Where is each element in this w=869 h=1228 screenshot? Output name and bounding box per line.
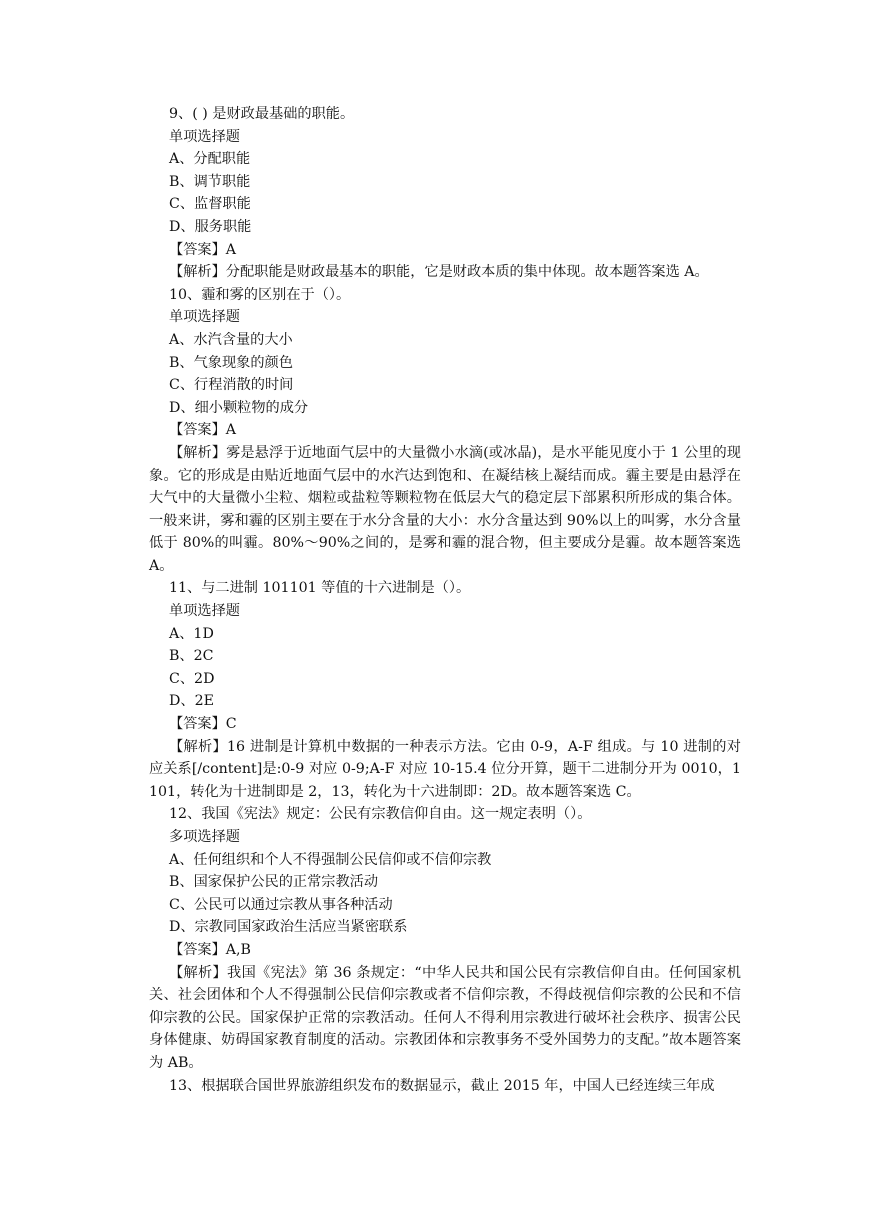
question-type: 单项选择题 bbox=[169, 603, 240, 620]
question-stem: 13、根据联合国世界旅游组织发布的数据显示，截止 2015 年，中国人已经连续三年成 bbox=[169, 1077, 715, 1094]
option-c: C、2D bbox=[169, 670, 215, 687]
option-c: C、行程消散的时间 bbox=[169, 377, 294, 394]
option-b: B、2C bbox=[169, 648, 214, 665]
option-c: C、公民可以通过宗教从事各种活动 bbox=[169, 896, 393, 913]
question-12 bbox=[149, 803, 741, 1074]
option-d: D、2E bbox=[169, 693, 214, 710]
option-b: B、国家保护公民的正常宗教活动 bbox=[169, 874, 379, 891]
option-a: A、水汽含量的大小 bbox=[169, 331, 293, 348]
question-stem: 12、我国《宪法》规定：公民有宗教信仰自由。这一规定表明（）。 bbox=[169, 806, 592, 823]
analysis: 【解析】我国《宪法》第 36 条规定：“中华人民共和国公民有宗教信仰自由。任何国家机关、社会团体和个人不得强制公民信仰宗教或者不信仰宗教，不得歧视信仰宗教的公民和不信仰宗教的公民。国家保护正常的宗教活动。任何人不得利用宗教进行破坏社会秩序、损害公民身体健康、妨碍国家教育制度的活动。宗教团体和宗教事务不受外国势力的支配。”故本题答案为 AB。 bbox=[149, 964, 741, 1071]
answer: 【答案】A bbox=[169, 422, 236, 439]
question-type: 单项选择题 bbox=[169, 128, 240, 145]
question-type: 单项选择题 bbox=[169, 309, 240, 326]
document-body bbox=[149, 103, 741, 1097]
option-b: B、气象现象的颜色 bbox=[169, 354, 293, 371]
option-a: A、任何组织和个人不得强制公民信仰或不信仰宗教 bbox=[169, 851, 492, 868]
option-a: A、1D bbox=[169, 625, 214, 642]
option-d: D、宗教同国家政治生活应当紧密联系 bbox=[169, 919, 408, 936]
option-d: D、细小颗粒物的成分 bbox=[169, 399, 309, 416]
analysis: 【解析】雾是悬浮于近地面气层中的大量微小水滴(或冰晶)，是水平能见度小于 1 公里的现象。它的形成是由贴近地面气层中的水汽达到饱和、在凝结核上凝结而成。霾主要是由悬浮在大气中的大量微小尘粒、烟粒或盐粒等颗粒物在低层大气的稳定层下部累积所形成的集合体。一般来讲，雾和霾的区别主要在于水分含量的大小：水分含量达到 90%以上的叫雾，水分含量低于 80%的叫霾。80%～90%之间的，是雾和霾的混合物，但主要成分是霾。故本题答案选 A。 bbox=[149, 444, 741, 574]
option-a: A、分配职能 bbox=[169, 151, 251, 168]
answer: 【答案】C bbox=[169, 716, 237, 733]
question-11 bbox=[149, 577, 741, 803]
question-stem: 9、( ) 是财政最基础的职能。 bbox=[169, 106, 355, 122]
answer: 【答案】A bbox=[169, 241, 236, 258]
option-d: D、服务职能 bbox=[169, 218, 252, 235]
option-c: C、监督职能 bbox=[169, 196, 251, 213]
option-b: B、调节职能 bbox=[169, 173, 251, 190]
question-stem: 11、与二进制 101101 等值的十六进制是（）。 bbox=[169, 580, 471, 597]
answer: 【答案】A,B bbox=[169, 941, 251, 958]
analysis: 【解析】16 进制是计算机中数据的一种表示方法。它由 0-9，A-F 组成。与 10 进制的对应关系[/content]是:0-9 对应 0-9;A-F 对应 10-15.4 位分开算，题干二进制分开为 0010，1101，转化为十进制即是 2，13，转化为十六进制即：2D。故本题答案选 C。 bbox=[149, 738, 741, 800]
analysis: 【解析】分配职能是财政最基本的职能，它是财政本质的集中体现。故本题答案选 A。 bbox=[169, 264, 709, 281]
question-13 bbox=[149, 1075, 741, 1098]
question-9 bbox=[149, 103, 741, 284]
question-type: 多项选择题 bbox=[169, 829, 240, 845]
question-10 bbox=[149, 284, 741, 578]
question-stem: 10、霾和雾的区别在于（）。 bbox=[169, 286, 351, 303]
